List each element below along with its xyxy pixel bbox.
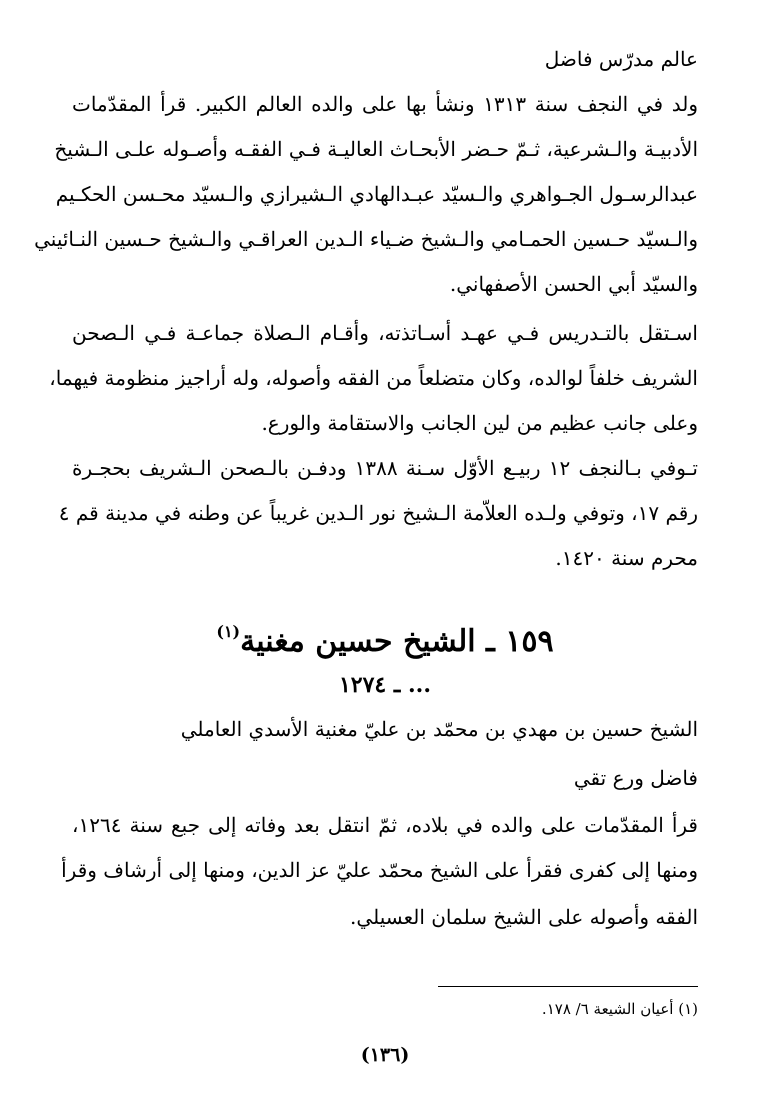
- text-line: والـسيّد حـسين الحمـامي والـشيخ ضـياء الـدين العراقـي والـشيخ حـسين النـائيني: [34, 227, 698, 251]
- text-line: الشيخ حسين بن مهدي بن محمّد بن عليّ مغنية الأسدي العاملي: [180, 717, 698, 741]
- text-line: اسـتقل بالتـدريس فـي عهـد أسـاتذته، وأقـام الـصلاة جماعـة فـي الـصحن: [72, 321, 698, 345]
- entry-heading: [72, 612, 698, 662]
- text-line: الفقه وأصوله على الشيخ سلمان العسيلي.: [350, 905, 698, 929]
- text-line: قرأ المقدّمات على والده في بلاده، ثمّ انتقل بعد وفاته إلى جبع سنة ١٢٦٤،: [72, 813, 698, 837]
- entry-dates: ... ـ ١٢٧٤: [338, 672, 431, 698]
- text-line: وعلى جانب عظيم من لين الجانب والاستقامة والورع.: [261, 411, 698, 435]
- text-line: الشريف خلفاً لوالده، وكان متضلعاً من الفقه وأصوله، وله أراجيز منظومة فيهما،: [49, 366, 698, 390]
- text-line: فاضل ورع تقي: [573, 766, 698, 790]
- text-line: والسيّد أبي الحسن الأصفهاني.: [449, 272, 698, 296]
- text-line: تـوفي بـالنجف ١٢ ربيـع الأوّل سـنة ١٣٨٨ ودفـن بالـصحن الـشريف بحجـرة: [72, 456, 698, 480]
- text-line: عالم مدرّس فاضل: [544, 47, 698, 71]
- book-page: [34, 40, 698, 1090]
- page-number: (١٣٦): [360, 1044, 410, 1066]
- footnote: (١) أعيان الشيعة ٦/ ١٧٨.: [541, 1000, 698, 1018]
- text-line: ومنها إلى كفرى فقرأ على الشيخ محمّد عليّ عز الدين، ومنها إلى أرشاف وقرأ: [61, 858, 698, 882]
- footnote-separator: [438, 986, 698, 987]
- footnote-marker: (١): [216, 622, 241, 641]
- text-line: محرم سنة ١٤٢٠.: [555, 546, 698, 570]
- entry-heading-text: ١٥٩ ـ الشيخ حسين مغنية: [240, 624, 554, 659]
- text-line: عبدالرسـول الجـواهري والـسيّد عبـدالهادي الـشيرازي والـسيّد محـسن الحكـيم: [55, 182, 698, 206]
- text-line: الأدبيـة والـشرعية، ثـمّ حـضر الأبحـاث العاليـة فـي الفقـه وأصـوله علـى الـشيخ: [54, 137, 698, 161]
- text-line: رقم ١٧، وتوفي ولـده العلاّمة الـشيخ نور الـدين غريباً عن وطنه في مدينة قم ٤: [58, 501, 698, 525]
- text-line: ولد في النجف سنة ١٣١٣ ونشأ بها على والده العالم الكبير. قرأ المقدّمات: [72, 92, 698, 116]
